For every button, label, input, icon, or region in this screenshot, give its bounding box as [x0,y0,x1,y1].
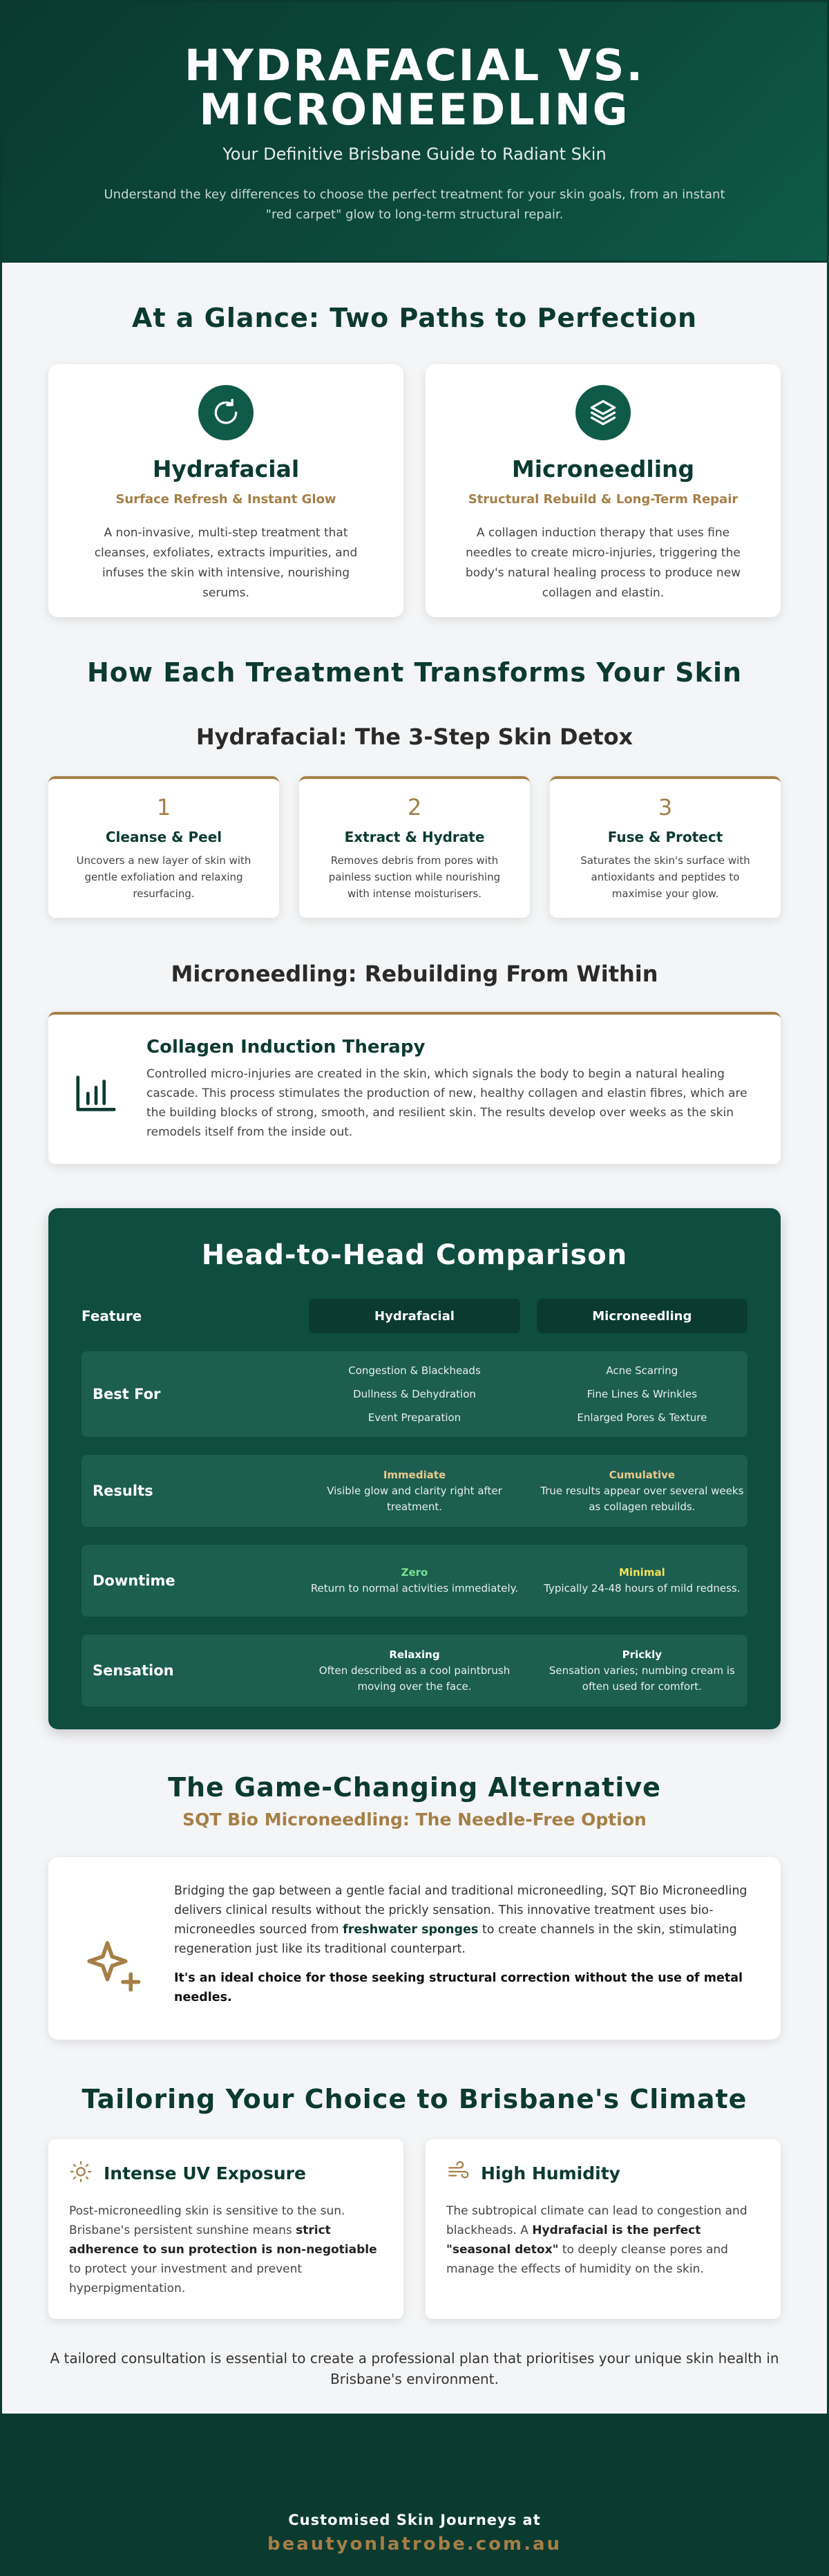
sqt-highlight: freshwater sponges [343,1923,479,1937]
card-text [69,2201,383,2298]
hydrafacial-cell [309,1565,520,1597]
table-row-best-for [82,1351,747,1437]
title-line-1: HYDRAFACIAL VS. [184,40,645,91]
card-head [446,2160,760,2186]
sqt-text: to create channels in the skin, stimulating regeneration just like its traditional counterpart. [174,1923,737,1956]
row-label: Downtime [93,1572,175,1589]
list-item: Enlarged Pores & Texture [577,1411,707,1424]
step-number: 3 [658,794,673,820]
bar-chart-icon [72,1037,120,1164]
cell-text: True results appear over several weeks as collagen rebuilds. [540,1484,744,1513]
sqt-callout: It's an ideal choice for those seeking structural correction without the use of metal needles. [174,1971,743,2004]
cell-heading: Prickly [622,1648,662,1661]
step-text: Uncovers a new layer of skin with gentle exfoliation and relaxing resurfacing. [76,854,251,900]
sqt-title: The Game-Changing Alternative [168,1772,661,1803]
table-row-results [82,1455,747,1527]
hydrafacial-header: Hydrafacial [309,1299,520,1333]
footer [0,2414,829,2555]
table-row-downtime [82,1545,747,1617]
sqt-subtitle: SQT Bio Microneedling: The Needle-Free Option [182,1809,647,1830]
humidity-text: The subtropical climate can lead to congestion and blackheads. A [446,2204,747,2237]
steps-row [48,776,781,918]
card-title: High Humidity [481,2163,620,2183]
cell-text: Typically 24-48 hours of mild redness. [544,1582,741,1595]
card-tag: Surface Refresh & Instant Glow [115,492,336,507]
humidity-highlight: Hydrafacial is the perfect "seasonal detox" [446,2224,701,2257]
transform-title: How Each Treatment Transforms Your Skin [86,657,743,688]
uv-text: to protect your investment and prevent hyperpigmentation. [69,2262,303,2295]
page-title [2,40,827,135]
card-head [69,2160,383,2186]
collagen-body [146,1037,760,1164]
climate-title: Tailoring Your Choice to Brisbane's Climate [82,2084,747,2114]
consultation-note: A tailored consultation is essential to create a professional plan that prioritises your unique skin health in Brisbane's environment. [50,2350,779,2387]
microneedling-cell [537,1647,747,1695]
sqt-card [48,1857,781,2040]
title-line-2: MICRONEEDLING [199,84,630,135]
comparison-title: Head-to-Head Comparison [201,1239,628,1271]
step-card [299,776,530,918]
cell-text: Visible glow and clarity right after treatment. [327,1484,502,1513]
collagen-text: Controlled micro-injuries are created in the skin, which signals the body to begin a natural healing cascade. This process stimulates the production of new, healthy collagen and elastin fibres, which are the building blocks of strong, smooth, and resilient skin. The results develop over weeks as the skin remodels itself from the inside out. [146,1067,747,1139]
cell-text: Sensation varies; numbing cream is often used for comfort. [549,1664,735,1693]
collagen-card [48,1012,781,1164]
sparkle-icon [82,1881,144,2040]
card-tag: Structural Rebuild & Long-Term Repair [468,492,739,507]
uv-card [48,2139,403,2319]
step-title: Fuse & Protect [607,829,723,845]
card-name: Hydrafacial [152,455,300,482]
step-title: Cleanse & Peel [105,829,222,845]
feature-header: Feature [82,1308,142,1324]
step-title: Extract & Hydrate [344,829,485,845]
sqt-body [174,1881,760,2040]
list-item: Dullness & Dehydration [353,1388,476,1400]
card-text: A non-invasive, multi-step treatment that cleanses, exfoliates, extracts impurities, and infuses the skin with intensive, nourishing serums. [94,526,358,600]
microneedling-cell [537,1359,747,1429]
intro-text: Understand the key differences to choose the perfect treatment for your skin goals, from an instant "red carpet" glow to long-term structural repair. [104,187,725,222]
uv-text: Post-microneedling skin is sensitive to the sun. Brisbane's persistent sunshine means [69,2204,345,2237]
comparison-table [48,1208,781,1729]
cell-heading: Zero [401,1566,428,1579]
card-text [446,2201,760,2279]
refresh-icon [198,385,254,440]
row-label: Sensation [93,1662,174,1679]
humidity-text: to deeply cleanse pores and manage the effects of humidity on the skin. [446,2243,728,2276]
row-label: Best For [93,1386,161,1402]
uv-highlight: strict adherence to sun protection is non-negotiable [69,2224,377,2257]
hydra-steps-title: Hydrafacial: The 3-Step Skin Detox [196,724,633,750]
sun-icon [69,2160,93,2186]
cell-text: Return to normal activities immediately. [310,1582,519,1595]
cell-heading: Relaxing [389,1648,440,1661]
card-name: Microneedling [511,455,695,482]
step-card [48,776,279,918]
list-item: Congestion & Blackheads [348,1364,481,1377]
layers-icon [575,385,631,440]
wind-icon [446,2160,470,2186]
table-row-sensation [82,1635,747,1707]
sqt-paragraph [174,1881,760,1959]
footer-tagline: Customised Skin Journeys at [288,2512,541,2528]
humidity-card [426,2139,781,2319]
page-subtitle: Your Definitive Brisbane Guide to Radiant Skin [222,144,607,164]
climate-cards [48,2139,781,2319]
microneedling-cell [537,1467,747,1515]
microneedling-cell [537,1565,747,1597]
comparison-header [82,1299,747,1333]
hero-banner [0,0,829,263]
microneedling-header: Microneedling [537,1299,747,1333]
glance-title: At a Glance: Two Paths to Perfection [131,303,698,333]
step-text: Saturates the skin's surface with antioxidants and peptides to maximise your glow. [580,854,750,900]
row-label: Results [93,1483,153,1499]
list-item: Event Preparation [368,1411,461,1424]
step-number: 2 [407,794,422,820]
website-link[interactable]: beautyonlatrobe.com.au [267,2534,562,2555]
step-text: Removes debris from pores with painless suction while nourishing with intense moisturisers. [328,854,501,900]
collagen-title: Collagen Induction Therapy [146,1037,426,1057]
step-number: 1 [156,794,171,820]
micro-title: Microneedling: Rebuilding From Within [171,961,658,987]
card-text: A collagen induction therapy that uses fine needles to create micro-injuries, triggering the body's natural healing process to produce new collagen and elastin. [465,526,741,600]
step-card [550,776,781,918]
glance-cards [48,364,781,617]
hydrafacial-cell [309,1359,520,1429]
cell-heading: Cumulative [609,1468,676,1481]
cell-text: Often described as a cool paintbrush moving over the face. [318,1664,511,1693]
cell-heading: Minimal [618,1566,665,1579]
main-content [2,263,827,2414]
list-item: Acne Scarring [606,1364,678,1377]
hydrafacial-card [48,364,403,617]
list-item: Fine Lines & Wrinkles [587,1388,698,1400]
microneedling-card [426,364,781,617]
hydrafacial-cell [309,1647,520,1695]
card-title: Intense UV Exposure [104,2163,306,2183]
hydrafacial-cell [309,1467,520,1515]
sqt-text: Bridging the gap between a gentle facial and traditional microneedling, SQT Bio Microneedling delivers clinical results without the prickly sensation. This innovative treatment uses bio-microneedles sourced from [174,1884,747,1937]
cell-heading: Immediate [383,1468,446,1481]
